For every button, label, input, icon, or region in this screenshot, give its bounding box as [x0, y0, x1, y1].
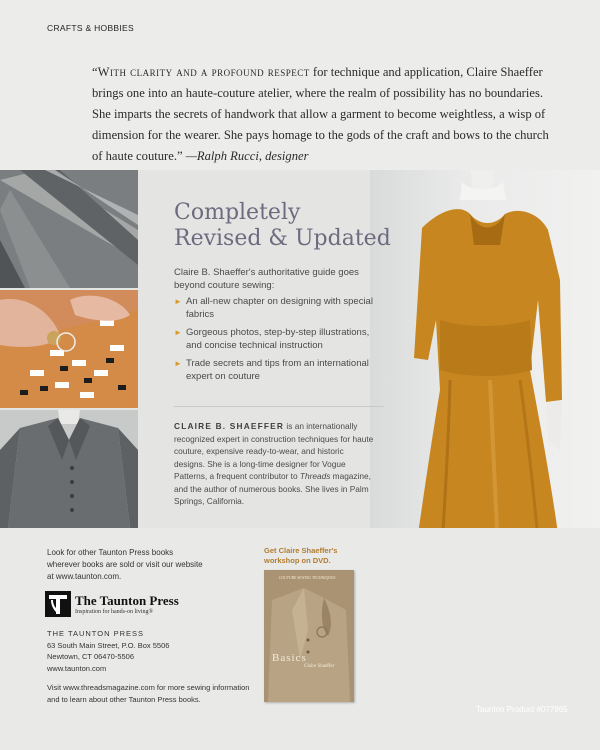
visit-text: Visit www.threadsmagazine.com for more sewing information and to learn about other Taunton Press books.	[47, 683, 250, 704]
list-item-text: An all-new chapter on designing with special fabrics	[186, 296, 373, 320]
quote-body: for technique and application, Claire Shaeffer brings one into an haute-couture atelier, where the realm of possibility has no boundaries. She imparts the secrets of handwork that allow a garment to become weightless, a wisp of dimension for the wearer. She pays homage to the gods of the craft and bows to the church of haute couture.”	[92, 65, 549, 163]
section-divider	[174, 406, 384, 407]
arrow-bullet-icon: ►	[174, 297, 182, 306]
feature-list	[174, 296, 374, 390]
headline-line-1: Completely	[174, 200, 301, 225]
dvd-jacket-image	[264, 570, 354, 702]
lace-detail-photo	[0, 170, 138, 288]
dvd-label	[264, 546, 337, 566]
address-website: www.taunton.com	[47, 663, 107, 673]
dvd-label-line-1: Get Claire Shaeffer's	[264, 546, 338, 555]
arrow-bullet-icon: ►	[174, 359, 182, 369]
publisher-name: The Taunton Press	[75, 593, 179, 608]
address-city: Newtown, CT 06470-5506	[47, 652, 134, 661]
taunton-logo-icon	[44, 590, 72, 618]
dvd-label-line-2: workshop on DVD.	[264, 556, 331, 565]
author-bio	[174, 420, 374, 508]
endorsement-quote	[92, 62, 562, 167]
bio-magazine: Threads	[299, 471, 331, 481]
dvd-title: Basics	[272, 652, 307, 664]
bio-text-2: magazine, and the author of numerous books. She lives in Palm Springs, California.	[174, 471, 371, 506]
headline	[174, 200, 391, 252]
intro-text: Claire B. Shaeffer's authoritative guide goes beyond couture sewing:	[174, 267, 359, 291]
dvd-series: COUTURE SEWING TECHNIQUES	[278, 576, 336, 580]
jacket-photo	[0, 410, 138, 528]
address-org: THE TAUNTON PRESS	[47, 629, 145, 638]
author-name: CLAIRE B. SHAEFFER	[174, 421, 285, 431]
arrow-bullet-icon: ►	[174, 328, 182, 338]
quote-attribution: —Ralph Rucci, designer	[185, 149, 309, 163]
headline-line-2: Revised & Updated	[174, 226, 391, 251]
list-item	[174, 358, 374, 383]
publisher-tagline: Inspiration for hands-on living®	[75, 609, 154, 615]
list-item	[174, 327, 374, 352]
list-item-text: Gorgeous photos, step-by-step illustrations, and concise technical instruction	[186, 327, 370, 351]
list-item	[174, 296, 374, 321]
category-label: CRAFTS & HOBBIES	[47, 23, 134, 33]
look-for-books-text: Look for other Taunton Press books wherever books are sold or visit our website at www.taunton.com.	[47, 548, 203, 581]
bio-text-1: is an internationally recognized expert in construction techniques for haute couture, expensive ready-to-wear, and historic designs. She is a long-time designer for Vogue Patterns, a frequent contributor to	[174, 421, 374, 481]
address-street: 63 South Main Street, P.O. Box 5506	[47, 640, 170, 650]
dvd-cover	[264, 570, 354, 702]
quote-lead: With clarity and a profound respect	[97, 65, 310, 79]
publisher-logo	[44, 590, 224, 620]
quote-open-mark: “	[92, 65, 98, 79]
list-item-text: Trade secrets and tips from an international expert on couture	[186, 358, 369, 382]
product-code: Taunton Product #077865	[476, 705, 568, 714]
hand-sewing-photo	[0, 290, 138, 408]
publisher-address	[47, 628, 227, 674]
dvd-author: Claire Shaeffer	[304, 664, 335, 669]
